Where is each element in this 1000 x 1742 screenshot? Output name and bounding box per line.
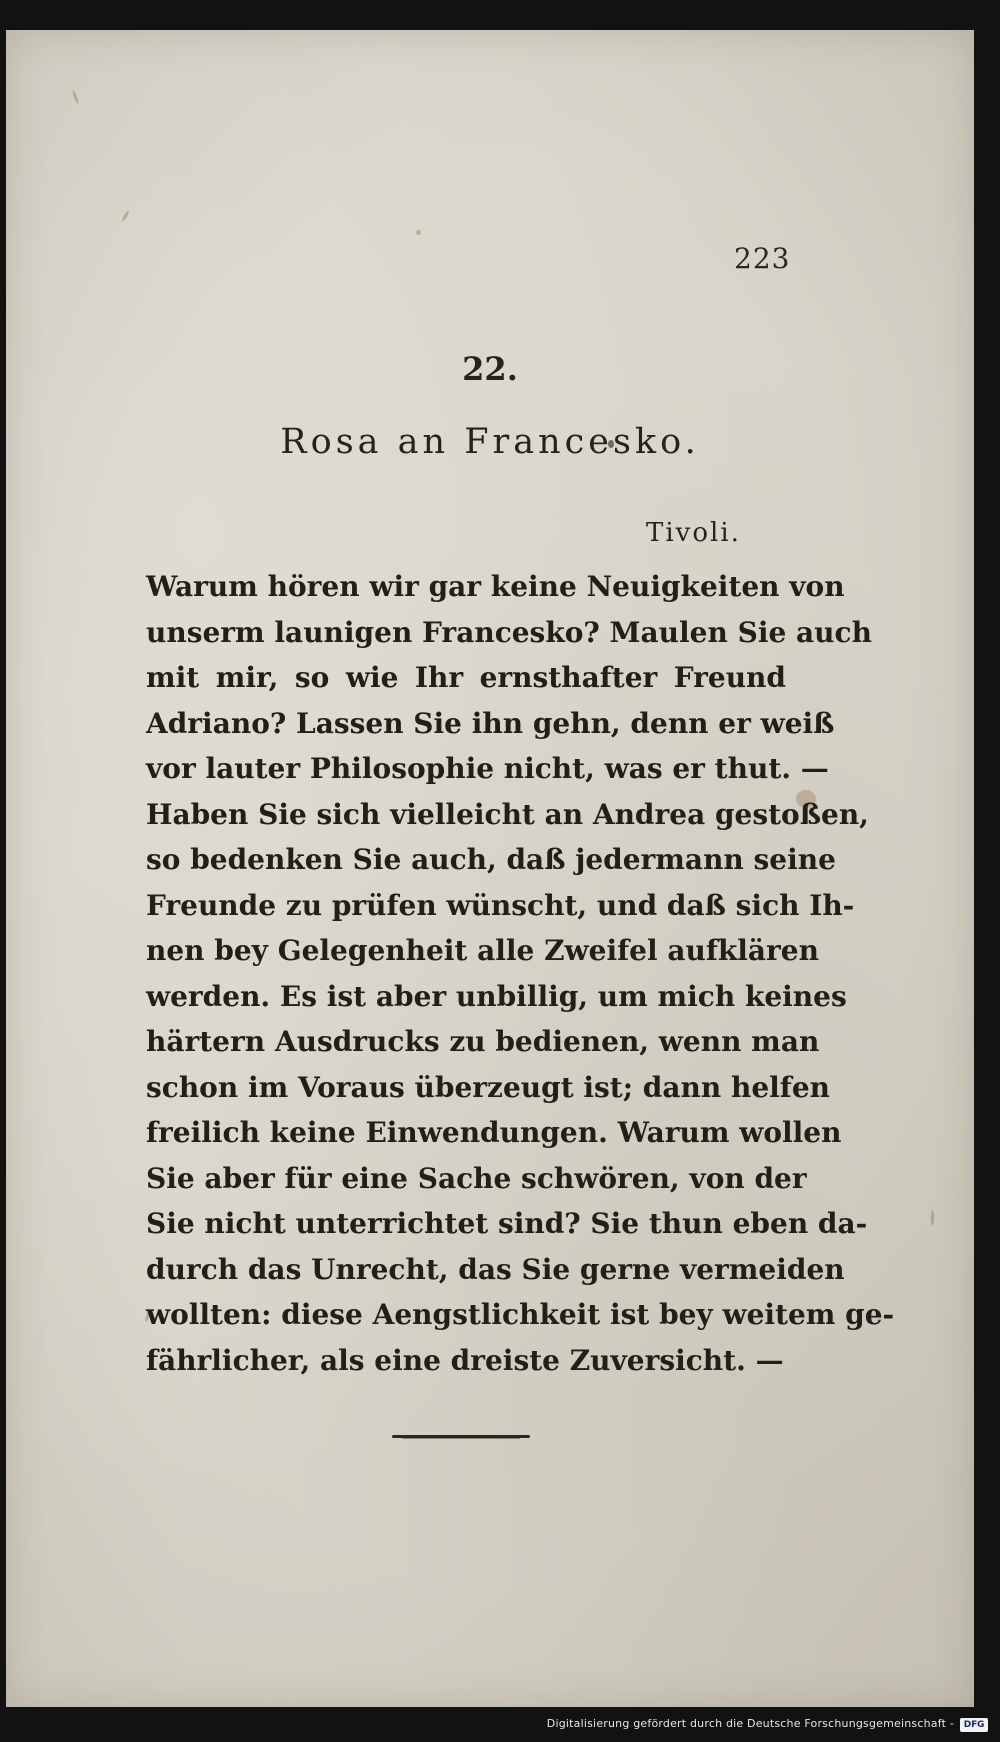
paper-stain: [931, 1210, 934, 1226]
closing-rule: [392, 1435, 530, 1438]
body-line: werden. Es ist aber unbillig, um mich keines: [146, 979, 847, 1013]
body-line: Sie aber für eine Sache schwören, von der: [146, 1161, 807, 1195]
letter-place: Tivoli.: [646, 518, 741, 548]
body-line: mit mir, so wie Ihr ernsthafter Freund: [146, 661, 786, 694]
body-line: fährlicher, als eine dreiste Zuversicht. —: [146, 1343, 784, 1377]
body-line: Freunde zu prüfen wünscht, und daß sich Ih-: [146, 888, 855, 922]
body-line: Warum hören wir gar keine Neuigkeiten von: [146, 570, 845, 603]
body-line: freilich keine Einwendungen. Warum wollen: [146, 1116, 842, 1149]
page-number: 223: [734, 242, 791, 275]
body-line: wollten: diese Aengstlichkeit ist bey weitem ge-: [146, 1298, 895, 1331]
body-line: Haben Sie sich vielleicht an Andrea gestoßen,: [146, 797, 869, 831]
body-line: Adriano? Lassen Sie ihn gehn, denn er weiß: [146, 706, 835, 740]
body-line: vor lauter Philosophie nicht, was er thut. —: [146, 752, 829, 785]
letter-number: 22.: [462, 350, 518, 388]
body-line: Sie nicht unterrichtet sind? Sie thun eben da-: [146, 1207, 868, 1240]
digitization-credit: Digitalisierung gefördert durch die Deutsche Forschungsgemeinschaft -: [546, 1717, 954, 1730]
letter-body: [146, 564, 895, 1383]
body-line: nen bey Gelegenheit alle Zweifel aufklären: [146, 934, 819, 967]
body-line: schon im Voraus überzeugt ist; dann helfen: [146, 1070, 831, 1104]
paper-stain: [416, 230, 421, 235]
book-page: [6, 30, 974, 1707]
paper-stain: [121, 210, 130, 222]
letter-title: Rosa an Francesko.: [280, 422, 700, 462]
dfg-logo: DFG: [960, 1718, 988, 1732]
body-line: durch das Unrecht, das Sie gerne vermeiden: [146, 1252, 845, 1286]
body-line: härtern Ausdrucks zu bedienen, wenn man: [146, 1025, 820, 1058]
body-line: so bedenken Sie auch, daß jedermann seine: [146, 843, 836, 876]
body-line: unserm launigen Francesko? Maulen Sie auch: [146, 615, 872, 649]
paper-stain: [72, 90, 80, 104]
